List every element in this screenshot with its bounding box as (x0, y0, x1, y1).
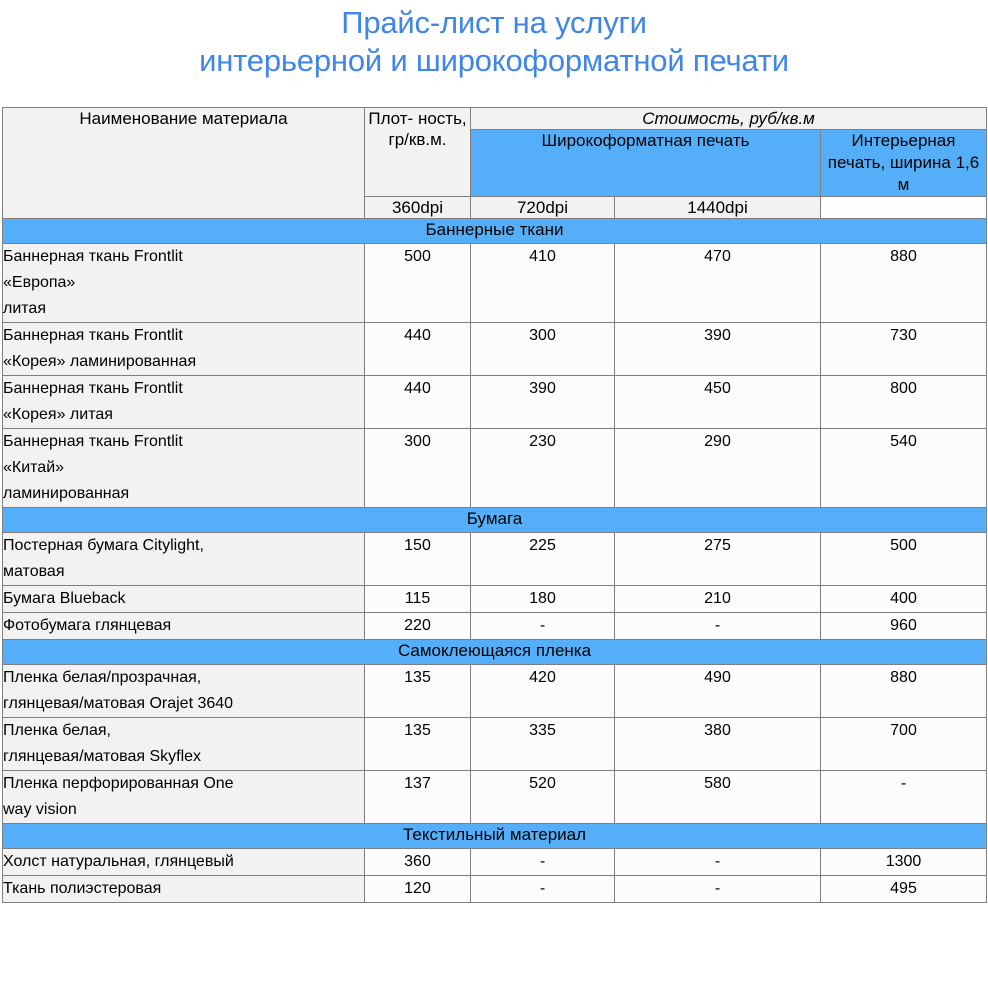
cell-density: 440 (365, 323, 471, 376)
cell-price-360dpi: 410 (471, 244, 615, 323)
table-body (3, 219, 987, 903)
material-name-line: Фотобумага глянцевая (3, 617, 172, 634)
section-header-row (3, 508, 987, 533)
table-row (3, 533, 987, 586)
page-title (0, 0, 988, 80)
cell-price-720dpi: 580 (615, 771, 821, 824)
material-name-line: «Европа» (3, 274, 76, 291)
page-title-line-2: интерьерной и широкоформатной печати (199, 43, 789, 78)
cell-density: 220 (365, 613, 471, 640)
table-row (3, 613, 987, 640)
header-dpi-720: 720dpi (471, 197, 615, 219)
header-interior-print (821, 130, 987, 197)
cell-price-360dpi: 520 (471, 771, 615, 824)
material-name-line: «Корея» ламинированная (3, 353, 197, 370)
header-interior-line-2: печать, (827, 153, 886, 172)
cell-price-720dpi: 380 (615, 718, 821, 771)
section-header-row (3, 640, 987, 665)
cell-price-720dpi: 450 (615, 376, 821, 429)
cell-density: 440 (365, 376, 471, 429)
cell-price-360dpi: 420 (471, 665, 615, 718)
material-name-line: Пленка белая, (3, 722, 111, 739)
cell-price-1440dpi: 495 (821, 876, 987, 903)
header-density-line-2: ность, (417, 109, 467, 128)
cell-density: 150 (365, 533, 471, 586)
section-header-row (3, 219, 987, 244)
cell-density: 500 (365, 244, 471, 323)
cell-price-1440dpi: 500 (821, 533, 987, 586)
cell-density: 135 (365, 665, 471, 718)
cell-material-name (3, 429, 365, 508)
material-name-line: Баннерная ткань Frontlit (3, 380, 183, 397)
table-row (3, 718, 987, 771)
cell-material-name (3, 849, 365, 876)
header-density-line-1: Плот- (368, 109, 414, 128)
table-row (3, 586, 987, 613)
table-row (3, 665, 987, 718)
cell-material-name (3, 876, 365, 903)
header-density (365, 108, 471, 197)
cell-density: 120 (365, 876, 471, 903)
table-row (3, 244, 987, 323)
material-name-line: Ткань полиэстеровая (3, 880, 162, 897)
table-row (3, 876, 987, 903)
cell-price-720dpi: 210 (615, 586, 821, 613)
header-material-name: Наименование материала (3, 108, 365, 219)
table-row (3, 771, 987, 824)
table-row (3, 376, 987, 429)
cell-price-720dpi: - (615, 613, 821, 640)
cell-price-360dpi: 230 (471, 429, 615, 508)
cell-material-name (3, 613, 365, 640)
cell-price-1440dpi: 880 (821, 244, 987, 323)
material-name-line: ламинированная (3, 485, 130, 502)
cell-price-360dpi: - (471, 849, 615, 876)
header-interior-line-3: ширина 1,6 (889, 153, 980, 172)
cell-density: 115 (365, 586, 471, 613)
header-density-line-3: гр/кв.м. (388, 130, 447, 149)
material-name-line: Бумага Blueback (3, 590, 126, 607)
header-interior-line-4: м (897, 175, 910, 194)
table-header (3, 108, 987, 219)
cell-price-720dpi: 275 (615, 533, 821, 586)
header-cost-group: Стоимость, руб/кв.м (471, 108, 987, 130)
cell-material-name (3, 586, 365, 613)
material-name-line: Холст натуральная, глянцевый (3, 853, 234, 870)
material-name-line: Баннерная ткань Frontlit (3, 248, 183, 265)
header-dpi-360: 360dpi (365, 197, 471, 219)
cell-price-720dpi: 490 (615, 665, 821, 718)
header-row-top (3, 108, 987, 130)
material-name-line: глянцевая/матовая Skyflex (3, 748, 202, 765)
cell-price-720dpi: - (615, 849, 821, 876)
cell-price-720dpi: - (615, 876, 821, 903)
cell-price-360dpi: 300 (471, 323, 615, 376)
cell-price-1440dpi: 880 (821, 665, 987, 718)
cell-material-name (3, 718, 365, 771)
cell-price-360dpi: 180 (471, 586, 615, 613)
cell-material-name (3, 323, 365, 376)
cell-price-1440dpi: 800 (821, 376, 987, 429)
cell-material-name (3, 771, 365, 824)
cell-density: 360 (365, 849, 471, 876)
section-header-row (3, 824, 987, 849)
cell-price-1440dpi: 730 (821, 323, 987, 376)
cell-material-name (3, 665, 365, 718)
cell-material-name (3, 244, 365, 323)
cell-price-1440dpi: 400 (821, 586, 987, 613)
material-name-line: литая (3, 300, 46, 317)
page-title-line-1: Прайс-лист на услуги (341, 5, 647, 40)
table-row (3, 323, 987, 376)
material-name-line: Пленка перфорированная One (3, 775, 234, 792)
cell-price-360dpi: 335 (471, 718, 615, 771)
price-table (2, 107, 987, 903)
price-table-container (0, 107, 988, 903)
cell-price-360dpi: - (471, 876, 615, 903)
header-interior-line-1: Интерьерная (851, 131, 956, 150)
cell-density: 137 (365, 771, 471, 824)
material-name-line: матовая (3, 563, 65, 580)
cell-density: 300 (365, 429, 471, 508)
material-name-line: «Корея» литая (3, 406, 113, 423)
cell-price-1440dpi: 540 (821, 429, 987, 508)
cell-price-360dpi: - (471, 613, 615, 640)
cell-price-1440dpi: 1300 (821, 849, 987, 876)
cell-price-720dpi: 470 (615, 244, 821, 323)
material-name-line: глянцевая/матовая Orajet 3640 (3, 695, 234, 712)
table-row (3, 849, 987, 876)
header-wide-format: Широкоформатная печать (471, 130, 821, 197)
material-name-line: Пленка белая/прозрачная, (3, 669, 202, 686)
cell-price-1440dpi: 700 (821, 718, 987, 771)
section-header-label: Бумага (3, 508, 987, 533)
cell-price-1440dpi: 960 (821, 613, 987, 640)
material-name-line: Постерная бумага Citylight, (3, 537, 204, 554)
section-header-label: Текстильный материал (3, 824, 987, 849)
cell-density: 135 (365, 718, 471, 771)
cell-price-360dpi: 390 (471, 376, 615, 429)
cell-price-720dpi: 290 (615, 429, 821, 508)
material-name-line: Баннерная ткань Frontlit (3, 327, 183, 344)
material-name-line: way vision (3, 801, 77, 818)
cell-material-name (3, 533, 365, 586)
material-name-line: «Китай» (3, 459, 65, 476)
material-name-line: Баннерная ткань Frontlit (3, 433, 183, 450)
table-row (3, 429, 987, 508)
cell-price-720dpi: 390 (615, 323, 821, 376)
cell-material-name (3, 376, 365, 429)
cell-price-1440dpi: - (821, 771, 987, 824)
cell-price-360dpi: 225 (471, 533, 615, 586)
section-header-label: Самоклеющаяся пленка (3, 640, 987, 665)
header-dpi-1440: 1440dpi (615, 197, 821, 219)
section-header-label: Баннерные ткани (3, 219, 987, 244)
